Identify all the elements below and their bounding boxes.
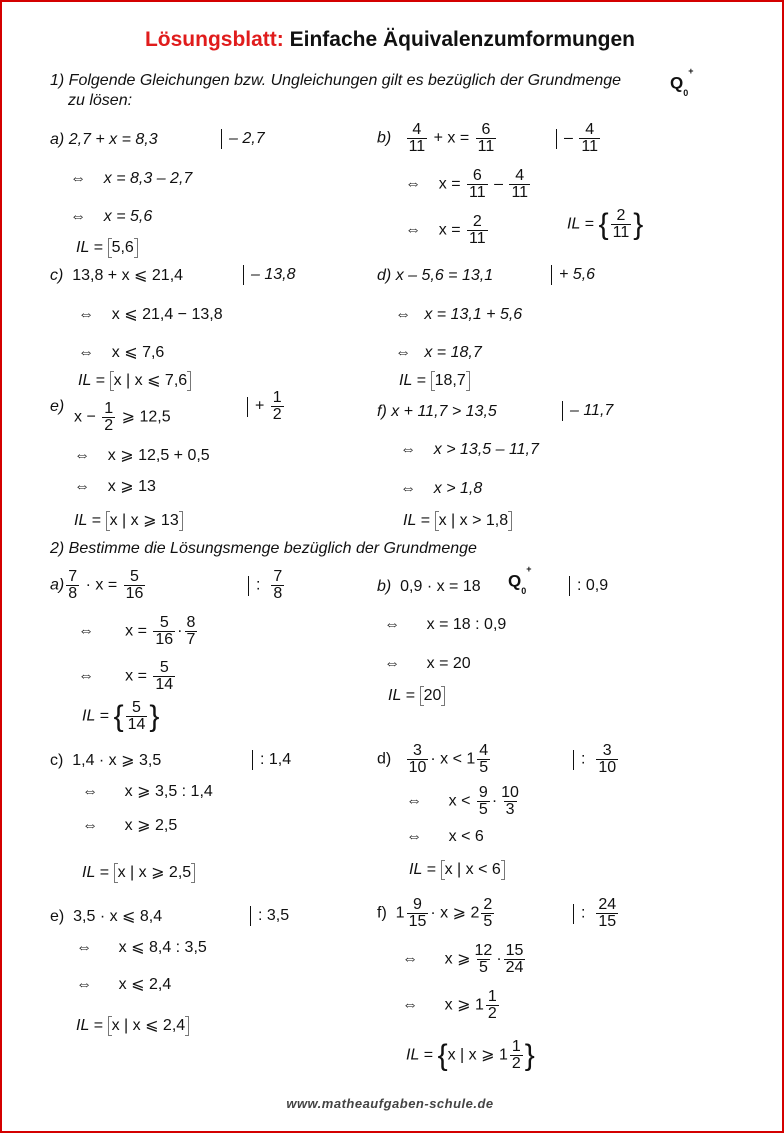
equiv-icon: ⇔ [70, 208, 86, 225]
set-var: x [111, 1017, 120, 1034]
frac [102, 401, 115, 434]
t1e-label-text: e) [50, 398, 65, 415]
q-sup: + [688, 66, 694, 76]
t2d-step1 [406, 785, 523, 818]
den: 11 [477, 138, 495, 155]
t2a-mid: · x = [85, 576, 118, 594]
den: 10 [408, 759, 427, 776]
t1c-equation [50, 267, 183, 285]
t2d-sol: x < 6 [465, 861, 501, 878]
brace: } [524, 1038, 535, 1072]
den: 7 [186, 631, 196, 648]
num: 12 [474, 942, 493, 959]
t2f-pre: 1 [395, 904, 405, 922]
t2f-mid: · x ⩾ 2 [430, 904, 480, 922]
den: 15 [598, 913, 617, 930]
frac [473, 943, 495, 976]
t1e-s1: x ⩾ 12,5 + 0,5 [107, 447, 210, 464]
equiv-icon: ⇔ [406, 828, 422, 845]
den: 14 [127, 716, 146, 733]
t1c-op: – 13,8 [251, 266, 296, 284]
t1f-eq: x + 11,7 > 13,5 [391, 403, 497, 420]
t2d-operation [573, 743, 620, 776]
t2d-step2 [406, 828, 484, 846]
t2e-step1 [76, 939, 207, 957]
equiv-icon: ⇔ [82, 783, 98, 800]
equiv-icon: ⇔ [402, 996, 418, 1014]
t1f-step1 [400, 441, 539, 459]
den: 2 [272, 406, 282, 423]
num: 6 [481, 121, 491, 138]
den: 2 [487, 1005, 497, 1022]
t2e-op: : 3,5 [258, 907, 290, 925]
num: 1 [487, 988, 497, 1005]
t1d-s2: x = 18,7 [424, 344, 482, 361]
t1b-s1a: x = [438, 175, 461, 193]
t1f-s1: x > 13,5 – 11,7 [433, 441, 539, 458]
den: 5 [483, 913, 493, 930]
equiv-icon: ⇔ [402, 950, 418, 968]
frac [271, 390, 284, 423]
il-symbol: IL [406, 1046, 420, 1064]
t2c-op: : 1,4 [260, 751, 292, 769]
title-prefix: Lösungsblatt: [144, 28, 284, 51]
il-symbol: IL [403, 512, 417, 529]
t1d-solution: IL = 18,7 [399, 372, 470, 390]
t2e-label: e) [50, 908, 65, 925]
t1f-sol: x > 1,8 [459, 512, 509, 529]
t2a-s1a: x = [125, 622, 147, 640]
t1a-step2 [70, 208, 152, 226]
t1b-opm: – [564, 129, 573, 147]
num: 9 [413, 896, 422, 913]
t1c-sol: x ⩽ 7,6 [134, 372, 188, 389]
t1b-frac1 [407, 122, 428, 155]
frac [499, 785, 521, 818]
set: x | x ⩽ 2,4 [108, 1017, 190, 1035]
t2b-s2: x = 20 [426, 655, 471, 672]
t2f-sola: x ⩾ 1 [468, 1046, 508, 1064]
t1b-frac2 [476, 122, 497, 155]
t2a-label: a) [50, 576, 65, 594]
t1d-sol: 18,7 [431, 372, 470, 390]
t2e-sol: x ⩽ 2,4 [132, 1017, 186, 1034]
t1d-step1 [395, 306, 522, 324]
q-symbol: Q [508, 571, 522, 591]
t1e-opp: + [255, 397, 265, 415]
num: 7 [273, 568, 283, 585]
t1a-equation [50, 131, 158, 149]
t2a-s2a: x = [125, 667, 147, 685]
num: 1 [272, 389, 282, 406]
t1a-solution: IL = 5,6 [76, 239, 138, 257]
equiv-icon: ⇔ [406, 792, 422, 810]
colon: : [256, 576, 261, 594]
t1d-label: d) [377, 267, 392, 284]
t2d-s1a: x < [448, 792, 471, 810]
t2e-eq: 3,5 · x ⩽ 8,4 [73, 908, 163, 925]
den: 11 [511, 184, 529, 201]
frac [467, 214, 488, 247]
t2e-s2: x ⩽ 2,4 [118, 976, 172, 993]
equiv-icon: ⇔ [400, 480, 416, 497]
num: 9 [478, 784, 488, 801]
den: 16 [125, 585, 144, 602]
t2c-s2: x ⩾ 2,5 [124, 817, 178, 834]
il-symbol: IL [399, 372, 413, 389]
t2a-solution: IL = { $\frac{5}{14}$ } [82, 699, 160, 733]
frac [467, 168, 488, 201]
num: 5 [159, 659, 169, 676]
t1c-s1: x ⩽ 21,4 − 13,8 [111, 306, 223, 323]
num: 8 [186, 614, 196, 631]
set-var: x [447, 1046, 456, 1064]
frac [596, 743, 618, 776]
t2c-step2 [82, 817, 177, 835]
num: 5 [130, 568, 139, 585]
equiv-icon: ⇔ [405, 221, 421, 239]
t2d-s2: x < 6 [448, 828, 484, 845]
equiv-icon: ⇔ [78, 622, 94, 640]
colon: : [581, 750, 586, 768]
colon: : [581, 904, 586, 922]
set: x | x ⩾ 13 [106, 512, 183, 530]
t2a-step2 [78, 660, 177, 693]
set: x | x ⩽ 7,6 [110, 372, 192, 390]
page-title [2, 28, 778, 52]
t2c-step1 [82, 783, 213, 801]
equiv-icon: ⇔ [384, 616, 400, 633]
den: 3 [505, 801, 515, 818]
t1b-solution: IL = { $\frac{2}{11}$ } [567, 207, 644, 241]
num: 1 [104, 400, 114, 417]
equiv-icon: ⇔ [76, 976, 92, 993]
den: 8 [273, 585, 283, 602]
equiv-icon: ⇔ [82, 817, 98, 834]
il-symbol: IL [76, 239, 90, 256]
t1d-step2 [395, 344, 482, 362]
equiv-icon: ⇔ [78, 667, 94, 685]
den: 5 [478, 801, 488, 818]
t2b-label: b) [377, 578, 392, 595]
num: 2 [483, 896, 493, 913]
equiv-icon: ⇔ [76, 939, 92, 956]
num: 4 [479, 742, 489, 759]
t1d-eq: x – 5,6 = 13,1 [395, 267, 494, 284]
num: 5 [159, 614, 169, 631]
equiv-icon: ⇔ [395, 306, 411, 323]
t2c-solution: IL = x | x ⩾ 2,5 [82, 864, 195, 882]
t1e-post: ⩾ 12,5 [121, 408, 171, 426]
t1b-opfrac [579, 122, 600, 155]
t1c-step2 [78, 344, 164, 362]
t2d-label: d) [377, 750, 392, 768]
frac [126, 700, 148, 733]
t2c-equation [50, 752, 161, 770]
t2d-mid: · x < 1 [430, 750, 476, 768]
den: 11 [408, 138, 426, 155]
il-symbol: IL [567, 215, 581, 233]
den: 2 [511, 1055, 521, 1072]
frac [407, 897, 429, 930]
equiv-icon: ⇔ [70, 170, 86, 187]
t1b-label: b) [377, 129, 392, 147]
q-sup: + [526, 564, 532, 575]
frac [271, 569, 284, 602]
il-symbol: IL [82, 864, 96, 881]
frac [477, 785, 490, 818]
t2e-equation [50, 908, 162, 926]
grundmenge-q0plus-2 [508, 564, 784, 597]
t2c-sol: x ⩾ 2,5 [138, 864, 192, 881]
t1f-s2: x > 1,8 [433, 480, 483, 497]
t2c-operation [252, 750, 291, 770]
minus: – [494, 175, 503, 193]
t2d-solution: IL = x | x < 6 [409, 861, 505, 879]
t2a-step1 [78, 615, 199, 648]
frac [124, 569, 146, 602]
task1-line1: 1) Folgende Gleichungen bzw. Ungleichungen gilt es bezüglich der Grundmenge [50, 72, 622, 89]
t1d-equation [377, 267, 493, 285]
t2f-step1 [402, 943, 527, 976]
t2e-s1: x ⩽ 8,4 : 3,5 [118, 939, 207, 956]
frac [510, 1039, 523, 1072]
set-var: x [109, 512, 118, 529]
den: 16 [155, 631, 174, 648]
brace: } [633, 207, 644, 241]
t2b-sol: 20 [420, 687, 446, 705]
t2b-operation [569, 576, 608, 596]
set-var: x [438, 512, 447, 529]
frac [481, 897, 494, 930]
frac [407, 743, 429, 776]
t2b-equation [377, 578, 481, 596]
frac [611, 208, 632, 241]
dot: · [491, 792, 498, 810]
t1e-pre: x − [74, 408, 96, 426]
t2b-eq: 0,9 · x = 18 [400, 578, 481, 595]
t1d-operation [551, 265, 595, 285]
t2f-s2a: x ⩾ 1 [444, 996, 484, 1014]
frac [509, 168, 530, 201]
il-symbol: IL [409, 861, 423, 878]
dot: · [496, 950, 502, 968]
footer-url[interactable]: www.matheaufgaben-schule.de [286, 1096, 494, 1111]
t1e-sol: x ⩾ 13 [130, 512, 179, 529]
t1b-step2 [405, 214, 490, 247]
t1d-op: + 5,6 [559, 266, 596, 284]
t2c-label: c) [50, 752, 64, 769]
frac [153, 660, 175, 693]
t2b-step1 [384, 616, 506, 634]
equiv-icon: ⇔ [74, 447, 90, 464]
t2f-solution: IL = {x | x ⩾ 1 $\frac{1}{2}$ } [406, 1038, 535, 1072]
num: 24 [598, 896, 617, 913]
frac [477, 743, 490, 776]
t1f-label: f) [377, 403, 387, 420]
t1d-s1: x = 13,1 + 5,6 [424, 306, 523, 323]
frac [153, 615, 175, 648]
t2f-s1a: x ⩾ [444, 950, 471, 968]
t1b-equation [377, 122, 498, 155]
t2f-operation [573, 897, 620, 930]
den: 8 [68, 585, 78, 602]
t1e-label [50, 398, 64, 416]
t1e-s2: x ⩾ 13 [107, 478, 156, 495]
equiv-icon: ⇔ [74, 478, 90, 495]
equiv-icon: ⇔ [400, 441, 416, 458]
num: 3 [602, 742, 612, 759]
t2c-eq: 1,4 · x ⩾ 3,5 [72, 752, 162, 769]
num: 10 [501, 784, 519, 801]
il-symbol: IL [388, 687, 402, 704]
t1c-eq: 13,8 + x ⩽ 21,4 [72, 267, 184, 284]
t2a-equation [50, 569, 147, 602]
t1e-operation [247, 390, 286, 423]
num: 5 [132, 699, 141, 716]
frac [66, 569, 79, 602]
t1a-operation [221, 129, 265, 149]
den: 11 [469, 184, 486, 201]
equiv-icon: ⇔ [78, 306, 94, 323]
q-symbol: Q [670, 73, 684, 93]
t2b-solution: IL = 20 [388, 687, 445, 705]
t1c-solution: IL = x | x ⩽ 7,6 [78, 372, 191, 390]
equiv-icon: ⇔ [395, 344, 411, 361]
t2e-step2 [76, 976, 171, 994]
num: 15 [505, 942, 524, 959]
q-sub: 0 [683, 88, 689, 99]
den: 24 [505, 959, 524, 976]
brace: { [437, 1038, 448, 1072]
il-symbol: IL [76, 1017, 90, 1034]
t1a-op: – 2,7 [229, 130, 265, 148]
t2d-equation [377, 743, 492, 776]
il-symbol: IL [74, 512, 88, 529]
t2f-equation [377, 897, 496, 930]
t2e-operation [250, 906, 289, 926]
dot: · [177, 622, 183, 640]
il-symbol: IL [78, 372, 92, 389]
t1f-operation [562, 401, 613, 421]
den: 5 [479, 759, 489, 776]
num: 2 [472, 213, 482, 230]
t1a-s1: x = 8,3 – 2,7 [103, 170, 193, 187]
num: 6 [472, 167, 482, 184]
q-sub: 0 [521, 586, 527, 597]
set: x | x ⩾ 2,5 [114, 864, 196, 882]
t1b-operation [556, 122, 602, 155]
il-symbol: IL [82, 707, 96, 725]
task2-instruction: 2) Bestimme die Lösungsmenge bezüglich der Grundmenge [50, 540, 477, 557]
task1-instruction [50, 72, 621, 90]
den: 14 [155, 676, 174, 693]
t1e-step1 [74, 447, 210, 465]
brace: { [598, 207, 609, 241]
den: 11 [581, 138, 598, 155]
t2b-step2 [384, 655, 471, 673]
t1b-s2a: x = [438, 221, 461, 239]
den: 10 [598, 759, 617, 776]
t1b-step1 [405, 168, 532, 201]
frac [504, 943, 526, 976]
t2e-solution: IL = x | x ⩽ 2,4 [76, 1017, 189, 1035]
num: 3 [413, 742, 422, 759]
t1f-equation [377, 403, 497, 421]
t1a-eq: 2,7 + x = 8,3 [68, 131, 158, 148]
equiv-icon: ⇔ [405, 175, 421, 193]
t1e-solution: IL = x | x ⩾ 13 [74, 512, 183, 530]
t1f-op: – 11,7 [570, 402, 614, 420]
den: 11 [612, 224, 630, 241]
title-text: Einfache Äquivalenzumformungen [289, 28, 636, 51]
t2f-step2 [402, 989, 501, 1022]
t2f-label: f) [377, 904, 387, 922]
t1f-solution: IL = x | x > 1,8 [403, 512, 512, 530]
num: 4 [515, 167, 525, 184]
num: 2 [616, 207, 626, 224]
grundmenge-q0plus [670, 66, 784, 99]
num: 4 [412, 121, 422, 138]
num: 7 [68, 568, 78, 585]
den: 5 [478, 959, 488, 976]
t1c-label: c) [50, 267, 64, 284]
task1-line2: zu lösen: [68, 92, 133, 109]
t1c-operation [243, 265, 295, 285]
t1a-label: a) [50, 131, 65, 148]
set: x | x > 1,8 [435, 512, 513, 530]
t1a-step1 [70, 170, 192, 188]
set-var: x [117, 864, 126, 881]
equiv-icon: ⇔ [78, 344, 94, 361]
num: 1 [511, 1038, 521, 1055]
frac [486, 989, 499, 1022]
set: x | x < 6 [441, 861, 505, 879]
t2b-s1: x = 18 : 0,9 [426, 616, 507, 633]
t1e-equation [74, 401, 171, 434]
t1c-s2: x ⩽ 7,6 [111, 344, 165, 361]
t1a-s2: x = 5,6 [103, 208, 153, 225]
brace: { [113, 699, 124, 733]
t1a-sol: 5,6 [108, 239, 138, 257]
den: 15 [408, 913, 427, 930]
den: 11 [469, 230, 486, 247]
num: 4 [585, 121, 595, 138]
den: 2 [104, 417, 114, 434]
t2a-operation [248, 569, 286, 602]
t2b-op: : 0,9 [577, 577, 609, 595]
t2c-s1: x ⩾ 3,5 : 1,4 [124, 783, 213, 800]
set-var: x [444, 861, 453, 878]
t1e-step2 [74, 478, 156, 496]
set-var: x [113, 372, 122, 389]
t1c-step1 [78, 306, 223, 324]
t1b-mid: + x = [433, 129, 470, 147]
brace: } [149, 699, 160, 733]
frac [185, 615, 198, 648]
frac [596, 897, 618, 930]
t1f-step2 [400, 480, 482, 498]
equiv-icon: ⇔ [384, 655, 400, 672]
